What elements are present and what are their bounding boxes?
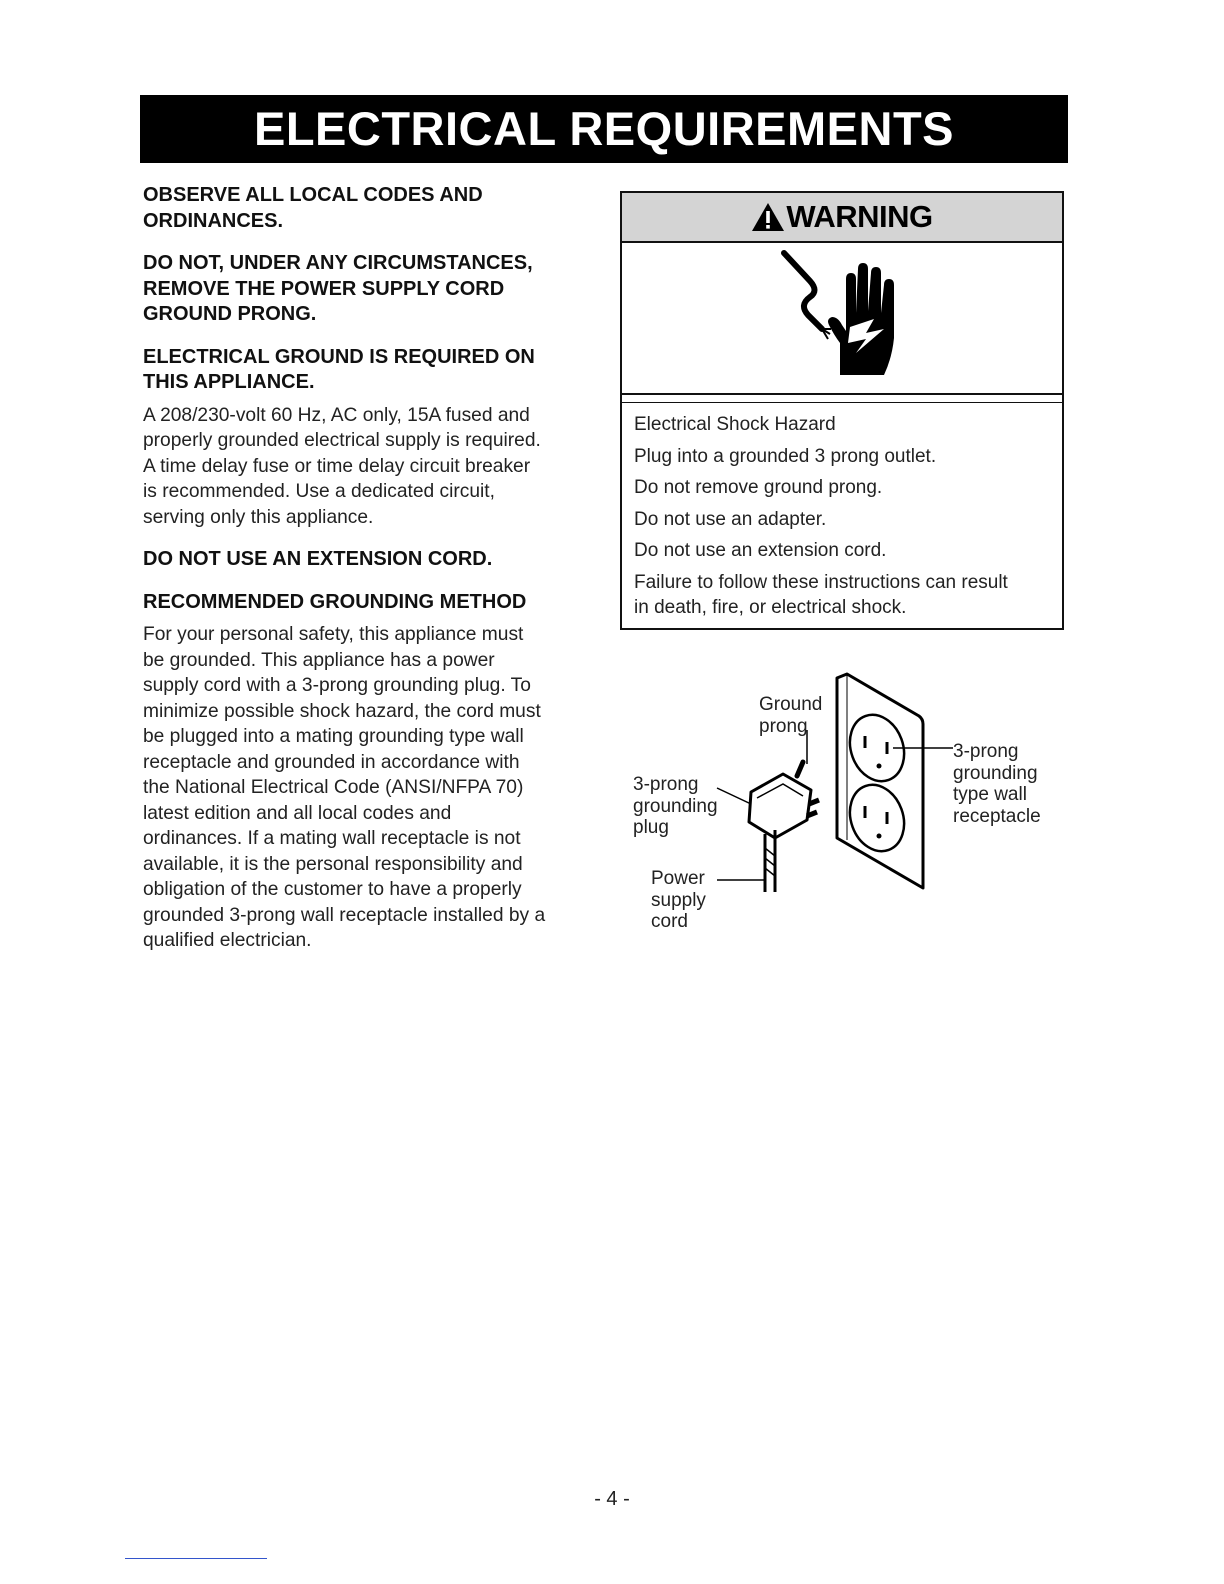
grounding-paragraph-line: the National Electrical Code (ANSI/NFPA 70) xyxy=(143,777,524,798)
ground-prong-label-line2: prong xyxy=(759,715,808,737)
plug-label-line1: 3-prong xyxy=(633,774,699,795)
grounding-paragraph-line: qualified electrician. xyxy=(143,930,312,951)
grounding-paragraph-line: obligation of the customer to have a properly xyxy=(143,879,522,900)
supply-paragraph-line: is recommended. Use a dedicated circuit, xyxy=(143,481,495,502)
page-title-bar xyxy=(140,95,1068,163)
warning-line: Do not remove ground prong. xyxy=(634,477,883,498)
warning-line: Plug into a grounded 3 prong outlet. xyxy=(634,445,937,467)
grounding-paragraph-line: latest edition and all local codes and xyxy=(143,802,452,824)
heading-ground-required-line1: ELECTRICAL GROUND IS REQUIRED ON xyxy=(143,345,535,368)
heading-ground-prong-line3: GROUND PRONG. xyxy=(143,303,317,325)
power-cord-label-line1: Power xyxy=(651,868,705,889)
electric-shock-hand-icon xyxy=(622,243,1062,393)
heading-no-extension-cord: DO NOT USE AN EXTENSION CORD. xyxy=(143,548,493,570)
page-title: ELECTRICAL REQUIREMENTS xyxy=(254,102,954,155)
warning-line: Do not use an extension cord. xyxy=(634,540,887,561)
warning-final-line2: in death, fire, or electrical shock. xyxy=(634,597,907,618)
page-number: - 4 - xyxy=(594,1488,630,1510)
grounding-paragraph-line: grounded 3-prong wall receptacle installed by a xyxy=(143,904,546,926)
grounding-paragraph-line: supply cord with a 3-prong grounding plug. To xyxy=(143,675,531,696)
receptacle-label xyxy=(953,741,1041,827)
warning-triangle-icon xyxy=(751,202,785,232)
warning-final-line1: Failure to follow these instructions can result xyxy=(634,571,1008,593)
ground-prong-label-line1: Ground xyxy=(759,694,823,715)
grounding-paragraph-line: available, it is the personal responsibility and xyxy=(143,853,523,875)
grounding-paragraph-line: ordinances. If a mating wall receptacle is not xyxy=(143,828,521,849)
receptacle-label-line2: grounding xyxy=(953,762,1038,784)
warning-text xyxy=(622,395,1062,621)
grounding-paragraph-line: minimize possible shock hazard, the cord must xyxy=(143,700,541,722)
supply-paragraph-line: properly grounded electrical supply is required. xyxy=(143,430,541,451)
heading-observe-codes-line2: ORDINANCES. xyxy=(143,209,284,232)
heading-grounding-method: RECOMMENDED GROUNDING METHOD xyxy=(143,590,527,613)
warning-line: Electrical Shock Hazard xyxy=(634,414,836,435)
plug-label-line3: plug xyxy=(633,817,669,838)
plug-label xyxy=(633,774,718,839)
heading-ground-prong-line2: REMOVE THE POWER SUPPLY CORD xyxy=(143,277,505,300)
warning-title: WARNING xyxy=(786,199,933,234)
power-cord-label xyxy=(651,868,706,933)
power-cord-label-line2: supply xyxy=(651,889,706,911)
plug-label-line2: grounding xyxy=(633,795,718,817)
supply-paragraph-line: A time delay fuse or time delay circuit breaker xyxy=(143,455,531,477)
grounding-paragraph-line: be plugged into a mating grounding type wall xyxy=(143,726,524,747)
grounding-paragraph-line: be grounded. This appliance has a power xyxy=(143,649,495,671)
grounding-paragraph-line: receptacle and grounded in accordance with xyxy=(143,751,520,773)
heading-ground-required-line2: THIS APPLIANCE. xyxy=(143,371,315,393)
supply-paragraph-line: A 208/230-volt 60 Hz, AC only, 15A fused and xyxy=(143,404,530,426)
grounding-diagram xyxy=(625,670,1065,940)
shock-hazard-pictogram xyxy=(622,243,1062,395)
supply-paragraph-line: serving only this appliance. xyxy=(143,506,374,528)
bottom-rule xyxy=(125,1558,267,1559)
warning-line: Do not use an adapter. xyxy=(634,508,827,530)
receptacle-label-line1: 3-prong xyxy=(953,741,1019,762)
heading-ground-prong-line1: DO NOT, UNDER ANY CIRCUMSTANCES, xyxy=(143,252,533,274)
left-column xyxy=(143,183,593,954)
power-cord-label-line3: cord xyxy=(651,911,688,932)
warning-box xyxy=(620,191,1064,630)
grounding-paragraph-line: For your personal safety, this appliance must xyxy=(143,624,524,645)
ground-prong-label xyxy=(759,694,822,737)
receptacle-label-line3: type wall xyxy=(953,784,1027,805)
warning-header xyxy=(622,193,1062,243)
heading-observe-codes-line1: OBSERVE ALL LOCAL CODES AND xyxy=(143,184,483,206)
receptacle-label-line4: receptacle xyxy=(953,805,1041,827)
